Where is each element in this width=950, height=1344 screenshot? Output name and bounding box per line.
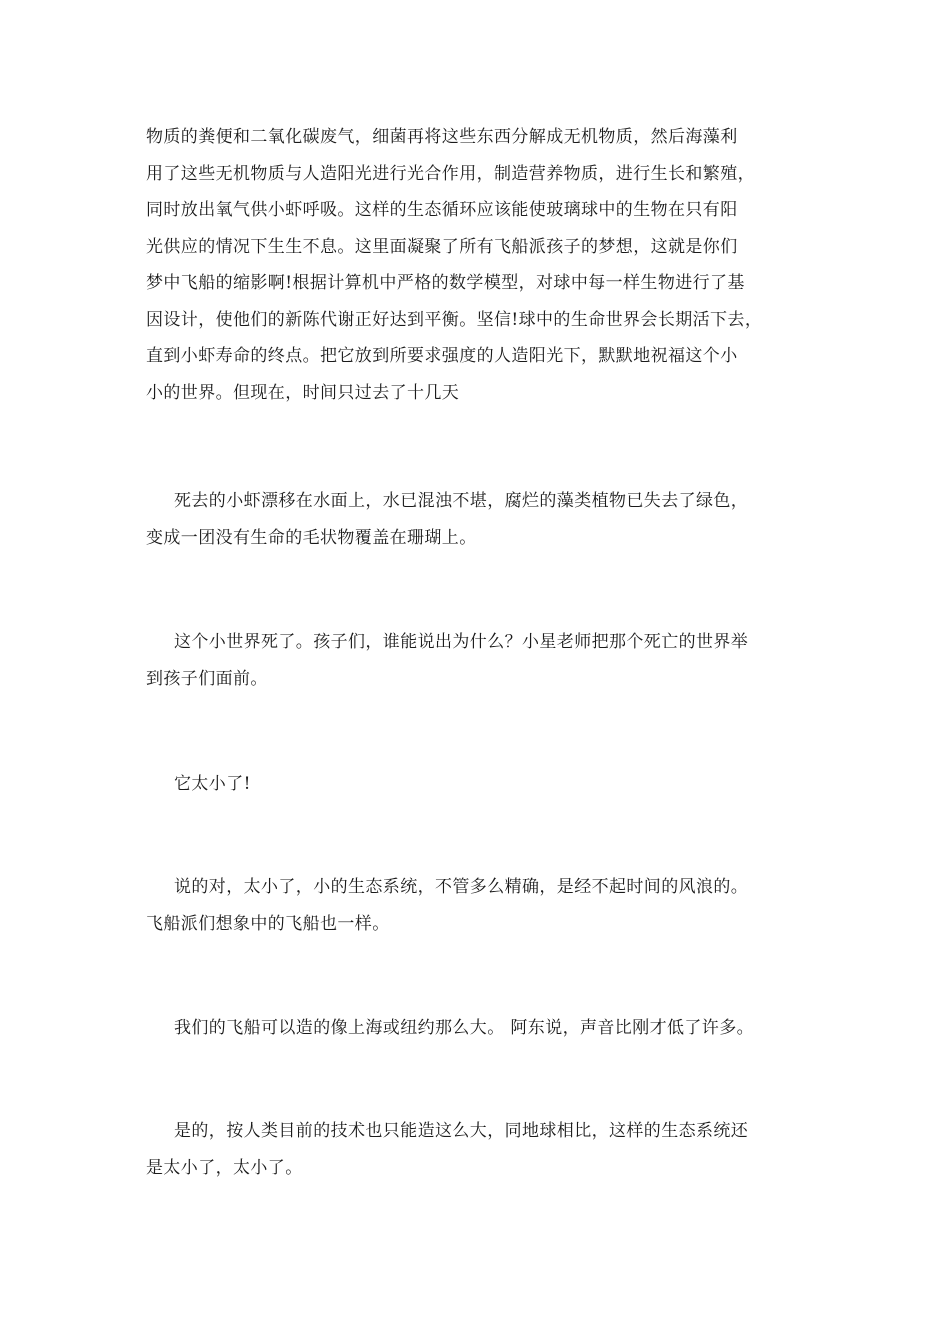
text-line: 是太小了，太小了。: [146, 1157, 303, 1178]
paragraph-too-small: [146, 766, 810, 803]
paragraph-still-too-small: [146, 1113, 810, 1186]
text-line: 同时放出氧气供小虾呼吸。这样的生态循环应该能使玻璃球中的生物在只有阳: [146, 200, 738, 220]
paragraph-world-died: [146, 624, 810, 697]
paragraph-small-ecosystem: [146, 869, 810, 942]
text-line: 这个小世界死了。孩子们，谁能说出为什么？小星老师把那个死亡的世界举: [174, 632, 749, 652]
text-line: 变成一团没有生命的毛状物覆盖在珊瑚上。: [146, 527, 477, 548]
paragraph-dead-shrimp: [146, 483, 810, 556]
text-line: 小的世界。但现在，时间只过去了十几天: [146, 382, 460, 403]
text-line: 直到小虾寿命的终点。把它放到所要求强度的人造阳光下，默默地祝福这个小: [146, 346, 738, 366]
text-line: 飞船派们想象中的飞船也一样。: [146, 913, 390, 934]
text-line: 光供应的情况下生生不息。这里面凝聚了所有飞船派孩子的梦想，这就是你们: [146, 236, 738, 257]
text-line: 是的，按人类目前的技术也只能造这么大，同地球相比，这样的生态系统还: [174, 1121, 749, 1141]
paragraph-adong-says: [146, 1010, 810, 1047]
paragraph-ecosystem-description: [146, 119, 810, 411]
text-line: 物质的粪便和二氧化碳废气，细菌再将这些东西分解成无机物质，然后海藻利: [146, 127, 738, 147]
text-line: 我们的飞船可以造的像上海或纽约那么大。 阿东说，声音比刚才低了许多。: [174, 1018, 755, 1038]
text-line: 用了这些无机物质与人造阳光进行光合作用，制造营养物质，进行生长和繁殖，: [146, 163, 755, 184]
text-line: 到孩子们面前。: [146, 668, 268, 689]
text-line: 因设计，使他们的新陈代谢正好达到平衡。坚信!球中的生命世界会长期活下去，: [146, 309, 763, 330]
text-line: 死去的小虾漂移在水面上，水已混浊不堪，腐烂的藻类植物已失去了绿色，: [174, 491, 749, 511]
text-line: 梦中飞船的缩影啊!根据计算机中严格的数学模型，对球中每一样生物进行了基: [146, 273, 745, 293]
text-line: 说的对，太小了，小的生态系统，不管多么精确，是经不起时间的风浪的。: [174, 877, 749, 897]
text-line: 它太小了!: [174, 774, 251, 794]
